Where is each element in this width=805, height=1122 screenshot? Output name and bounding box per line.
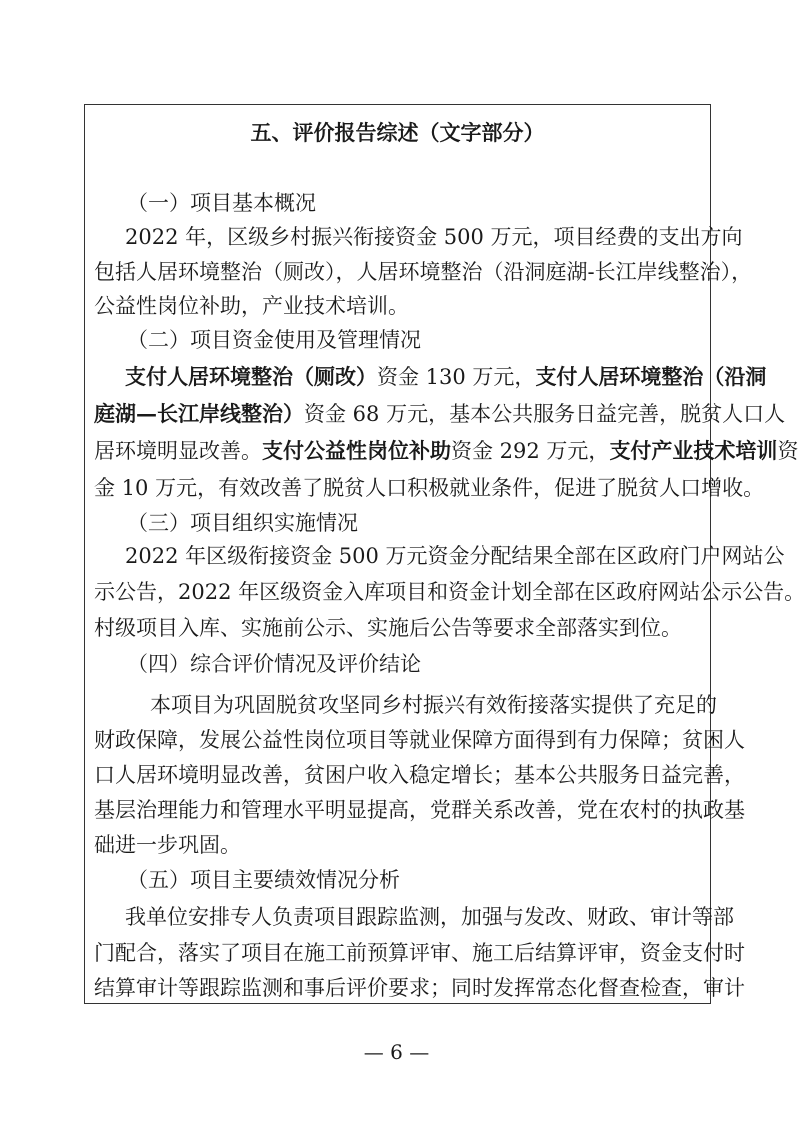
heading-implementation: （三）项目组织实施情况: [127, 511, 358, 535]
paragraph-line: 我单位安排专人负责项目跟踪监测，加强与发改、财政、审计等部: [125, 905, 734, 929]
bold-text: 支付人居环境整治（沿洞: [535, 364, 767, 389]
text: 资金 292 万元，: [451, 439, 610, 463]
heading-evaluation-conclusion: （四）综合评价情况及评价结论: [127, 652, 421, 676]
paragraph-line: 包括人居环境整治（厕改），人居环境整治（沿洞庭湖-长江岸线整治），: [94, 260, 753, 284]
bold-text: 支付公益性岗位补助: [262, 438, 451, 463]
section-title: 五、评价报告综述（文字部分）: [250, 120, 545, 145]
paragraph-line: 财政保障，发展公益性岗位项目等就业保障方面得到有力保障；贫困人: [94, 728, 745, 752]
paragraph-line: 2022 年区级衔接资金 500 万元资金分配结果全部在区政府门户网站公: [125, 544, 785, 568]
text: 居环境明显改善。: [94, 439, 262, 463]
paragraph-line: 金 10 万元，有效改善了脱贫人口积极就业条件，促进了脱贫人口增收。: [94, 476, 765, 500]
paragraph-line: 村级项目入库、实施前公示、实施后公告等要求全部落实到位。: [94, 616, 682, 640]
paragraph-line: [94, 438, 799, 464]
paragraph-line: 基层治理能力和管理水平明显提高，党群关系改善，党在农村的执政基: [94, 798, 745, 822]
text: 资金 68 万元，基本公共服务日益完善，脱贫人口人: [304, 402, 786, 426]
bold-text: 支付产业技术培训: [609, 438, 778, 463]
text: 资金 130 万元，: [377, 365, 536, 389]
paragraph-line: 2022 年，区级乡村振兴衔接资金 500 万元，项目经费的支出方向: [125, 225, 743, 249]
paragraph-line: 公益性岗位补助，产业技术培训。: [94, 294, 409, 318]
bold-text: 庭湖—长江岸线整治）: [94, 401, 304, 426]
page-number: — 6 —: [363, 1040, 430, 1064]
paragraph-line: 结算审计等跟踪监测和事后评价要求；同时发挥常态化督查检查，审计: [94, 976, 745, 1000]
text: 资: [777, 439, 799, 463]
paragraph-line: [94, 401, 786, 427]
paragraph-line: 门配合，落实了项目在施工前预算评审、施工后结算评审，资金支付时: [94, 941, 745, 965]
paragraph-line: 本项目为巩固脱贫攻坚同乡村振兴有效衔接落实提供了充足的: [150, 693, 717, 717]
paragraph-line: 础进一步巩固。: [94, 833, 241, 857]
paragraph-line: 示公告，2022 年区级资金入库项目和资金计划全部在区政府网站公示公告。: [94, 580, 805, 604]
bold-text: 支付人居环境整治（厕改）: [125, 364, 377, 389]
paragraph-line: [125, 364, 767, 390]
heading-performance-analysis: （五）项目主要绩效情况分析: [127, 868, 400, 892]
heading-basic-overview: （一）项目基本概况: [127, 191, 316, 215]
paragraph-line: 口人居环境明显改善，贫困户收入稳定增长；基本公共服务日益完善，: [94, 763, 745, 787]
heading-fund-usage: （二）项目资金使用及管理情况: [127, 328, 421, 352]
